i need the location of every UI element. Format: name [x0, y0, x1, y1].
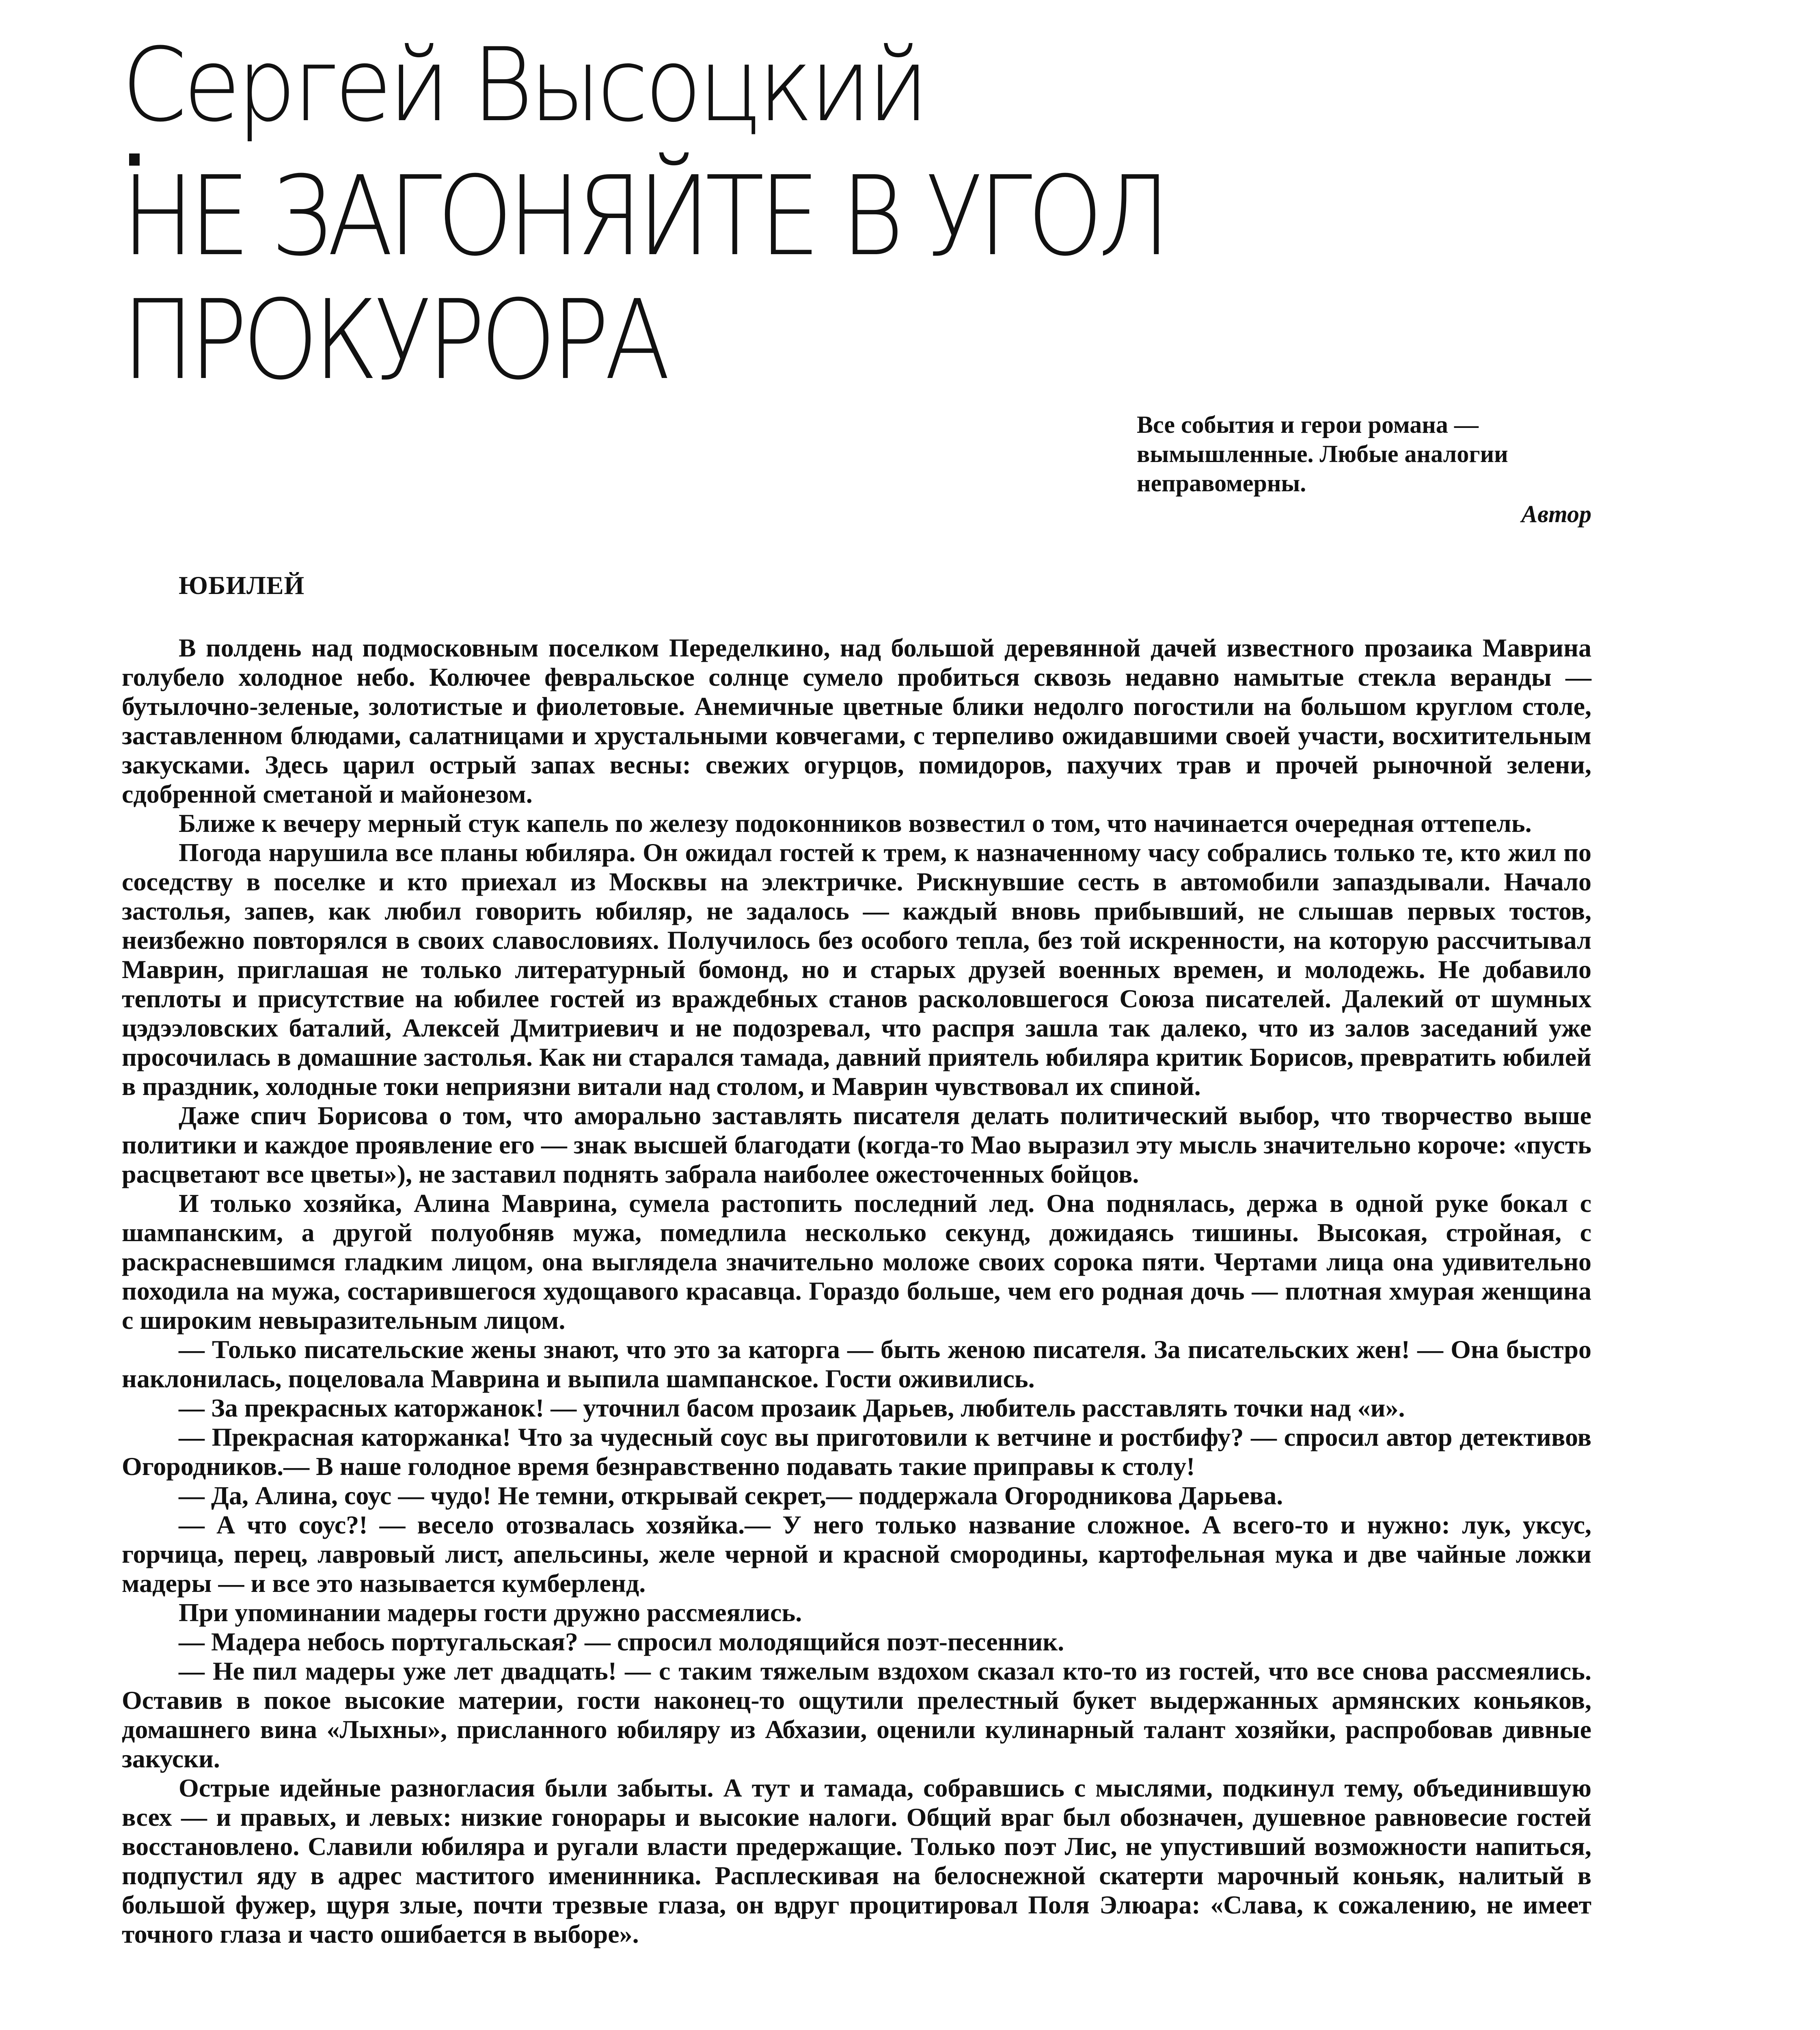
paragraph: И только хозяйка, Алина Маврина, сумела растопить последний лед. Она поднялась, держа в одной руке бокал с шампанским, а другой полуобняв мужа, помедлила несколько секунд, дожидаясь тишины. Высокая, стройная, с раскрасневшимся гладким лицом, она выглядела значительно моложе своих сорока пяти. Чертами лица она удивительно походила на мужа, состарившегося худощавого красавца. Гораздо больше, чем его родная дочь — плотная хмурая женщина с широким невыразительным лицом.: [122, 1189, 1591, 1335]
chapter-title: ЮБИЛЕЙ: [179, 571, 305, 600]
paragraph: — А что соус?! — весело отозвалась хозяйка.— У него только название сложное. А всего-то и нужно: лук, уксус, горчица, перец, лавровый лист, апельсины, желе черной и красной смородины, картофельная мука и две чайные ложки мадеры — и все это называется кумберленд.: [122, 1510, 1591, 1598]
paragraph: — Только писательские жены знают, что это за каторга — быть женою писателя. За писательских жен! — Она быстро наклонилась, поцеловала Маврина и выпила шампанское. Гости оживились.: [122, 1335, 1591, 1393]
paragraph: При упоминании мадеры гости дружно рассмеялись.: [179, 1598, 802, 1627]
paragraph: — За прекрасных каторжанок! — уточнил басом прозаик Дарьев, любитель расставлять точки над «и».: [179, 1393, 1405, 1422]
epigraph: [1137, 410, 1591, 498]
novel-title-line: ПРОКУРОРА: [122, 276, 666, 404]
paragraph: Острые идейные разногласия были забыты. А тут и тамада, собравшись с мыслями, подкинул тему, объединившую всех — и правых, и левых: низкие гонорары и высокие налоги. Общий враг был обозначен, душевное равновесие гостей восстановлено. Славили юбиляра и ругали власти предержащие. Только поэт Лис, не упустивший возможности напиться, подпустил яду в адрес маститого именинника. Расплескивая на белоснежной скатерти марочный коньяк, налитый в большой фужер, щуря злые, почти трезвые глаза, он вдруг процитировал Поля Элюара: «Слава, к сожалению, не имеет точного глаза и часто ошибается в выборе».: [122, 1773, 1591, 1948]
author-name: Сергей Высоцкий: [122, 26, 926, 144]
paragraph: В полдень над подмосковным поселком Переделкино, над большой деревянной дачей известного прозаика Маврина голубело холодное небо. Колючее февральское солнце сумело пробиться сквозь недавно намытые стекла веранды — бутылочно-зеленые, золотистые и фиолетовые. Анемичные цветные блики недолго погостили на большом круглом столе, заставленном блюдами, салатницами и хрустальными ковчегами, с терпеливо ожидавшими своей участи, восхитительным закусками. Здесь царил острый запах весны: свежих огурцов, помидоров, пахучих трав и прочей рыночной зелени, сдобренной сметаной и майонезом.: [122, 633, 1591, 808]
chapter-body: [122, 633, 1591, 1949]
paragraph: — Да, Алина, соус — чудо! Не темни, открывай секрет,— поддержала Огородникова Дарьева.: [179, 1481, 1283, 1510]
paragraph: Ближе к вечеру мерный стук капель по железу подоконников возвестил о том, что начинается очередная оттепель.: [179, 809, 1532, 838]
novel-title-line: НЕ ЗАГОНЯЙТЕ В УГОЛ: [122, 152, 1166, 280]
epigraph-text: Все события и герои романа — вымышленные. Любые аналогии неправомерны.: [1137, 411, 1508, 497]
novel-title: [122, 154, 1166, 402]
paragraph: — Мадера небось португальская? — спросил молодящийся поэт-песенник.: [179, 1627, 1064, 1656]
paragraph: — Прекрасная каторжанка! Что за чудесный соус вы приготовили к ветчине и ростбифу? — спросил автор детективов Огородников.— В наше голодное время безнравственно подавать такие приправы к столу!: [122, 1423, 1591, 1481]
paragraph: — Не пил мадеры уже лет двадцать! — с таким тяжелым вздохом сказал кто-то из гостей, что все снова рассмеялись. Оставив в покое высокие материи, гости наконец-то ощутили прелестный букет выдержанных армянских коньяков, домашнего вина «Лыхны», присланного юбиляру из Абхазии, оценили кулинарный талант хозяйки, распробовав дивные закуски.: [122, 1656, 1591, 1773]
epigraph-signature: Автор: [1521, 501, 1591, 527]
paragraph: Даже спич Борисова о том, что аморально заставлять писателя делать политический выбор, что творчество выше политики и каждое проявление его — знак высшей благодати (когда-то Мао выразил эту мысль значительно короче: «пусть расцветают все цветы»), не заставил поднять забрала наиболее ожесточенных бойцов.: [122, 1101, 1591, 1188]
paragraph: Погода нарушила все планы юбиляра. Он ожидал гостей к трем, к назначенному часу собрались только те, кто жил по соседству в поселке и кто приехал из Москвы на электричке. Рискнувшие сесть в автомобили запаздывали. Начало застолья, запев, как любил говорить юбиляр, не задалось — каждый вновь прибывший, не слышав первых тостов, неизбежно повторялся в своих славословиях. Получилось без особого тепла, без той искренности, на которую рассчитывал Маврин, приглашая не только литературный бомонд, но и старых друзей военных времен, и молодежь. Не добавило теплоты и присутствие на юбилее гостей из враждебных станов расколовшегося Союза писателей. Далекий от шумных цэдээловских баталий, Алексей Дмитриевич и не подозревал, что распря зашла так далеко, что из залов заседаний уже просочилась в домашние застолья. Как ни старался тамада, давний приятель юбиляра критик Борисов, превратить юбилей в праздник, холодные токи неприязни витали над столом, и Маврин чувствовал их спиной.: [122, 838, 1591, 1101]
